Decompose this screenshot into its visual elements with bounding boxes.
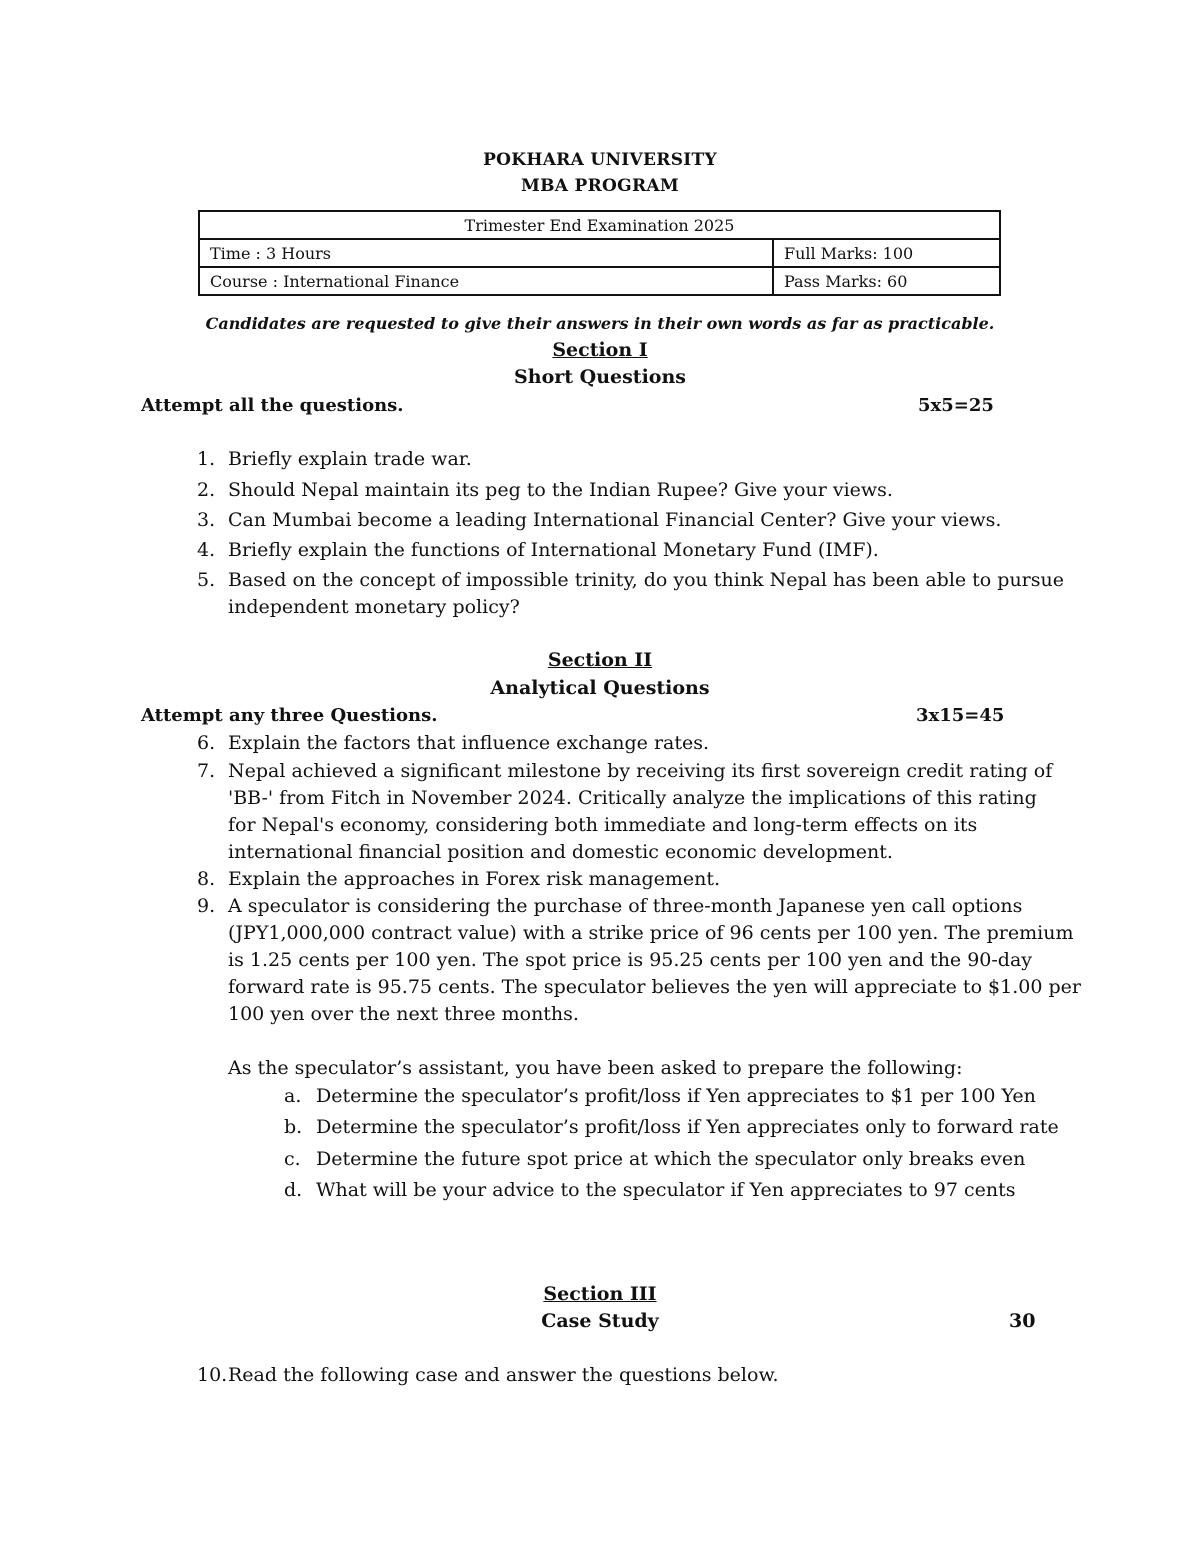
section2-heading: Section II <box>547 649 653 671</box>
instruction-text: Candidates are requested to give their answers in their own words as far as practicable. <box>205 314 995 333</box>
section3-heading: Section III <box>543 1283 657 1305</box>
exam-page: POKHARA UNIVERSITY MBA PROGRAM Trimester End Examination 2025 Time : 3 Hours Full Marks: 100 Course : International Finance Pass Marks: 60 Candidates are requested to give their answers in their own words as far as practicable. Section I Short Questions Attempt all the questions. 5x5=25 1. Briefly explain trade war. 2. Should Nepal maintain its peg to the Indian Rupee? Give your views. 3. Can Mumbai become a leading International Financial Center? Give your views. 4. Briefly explain the functions of International Monetary Fund (IMF). 5. Based on the concept of impossible trinity, do you think Nepal has been able to pursue independent monetary policy? Section II Analytical Questions Attempt any three Questions. 3x15=45 6. Explain the factors that influence exchange rates. 7. Nepal achieved a significant milestone by receiving its first sovereign credit rating of 'BB-' from Fitch in November 2024. Critically analyze the implications of this rating for Nepal's economy, considering both immediate and long-term effects on its international financial position and domestic economic development. 8. Explain the approaches in Forex risk management. 9. A speculator is considering the purchase of three-month Japanese yen call options (JPY1,000,000 contract value) with a strike price of 96 cents per 100 yen. The premium is 1.25 cents per 100 yen. The spot price is 95.25 cents per 100 yen and the 90-day forward rate is 95.75 cents. The speculator believes the yen will appreciate to $1.00 per 100 yen over the next three months. As the speculator’s assistant, you have been asked to prepare the following: a. Determine the speculator’s profit/loss if Yen appreciates to $1 per 100 Yen b. Determine the speculator’s profit/loss if Yen appreciates only to forward rate c. Determine the future spot price at which the speculator only breaks even d. What will be your advice to the speculator if Yen appreciates to 97 cents Section III Case Study 30 10. Read the following case and answer the questions below. <box>0 0 1200 1553</box>
university-name: POKHARA UNIVERSITY <box>483 150 717 170</box>
section2-subheading: Analytical Questions <box>490 677 710 699</box>
exam-title: Trimester End Examination 2025 <box>199 211 1000 239</box>
section3-subheading: Case Study <box>541 1310 659 1332</box>
section1-marks: 5x5=25 <box>918 395 994 416</box>
exam-time: Time : 3 Hours <box>199 239 773 267</box>
q9-intro: As the speculator’s assistant, you have been asked to prepare the following: <box>228 1057 963 1079</box>
section1-heading: Section I <box>552 339 648 361</box>
full-marks: Full Marks: 100 <box>773 239 1000 267</box>
program-name: MBA PROGRAM <box>521 176 679 196</box>
section1-attempt: Attempt all the questions. <box>141 395 404 416</box>
section2-marks: 3x15=45 <box>916 705 1005 726</box>
section1-subheading: Short Questions <box>514 366 686 388</box>
course-name: Course : International Finance <box>199 267 773 295</box>
exam-info-table <box>198 210 1001 296</box>
section3-marks: 30 <box>1009 1310 1036 1332</box>
pass-marks: Pass Marks: 60 <box>773 267 1000 295</box>
section2-attempt: Attempt any three Questions. <box>141 705 438 726</box>
